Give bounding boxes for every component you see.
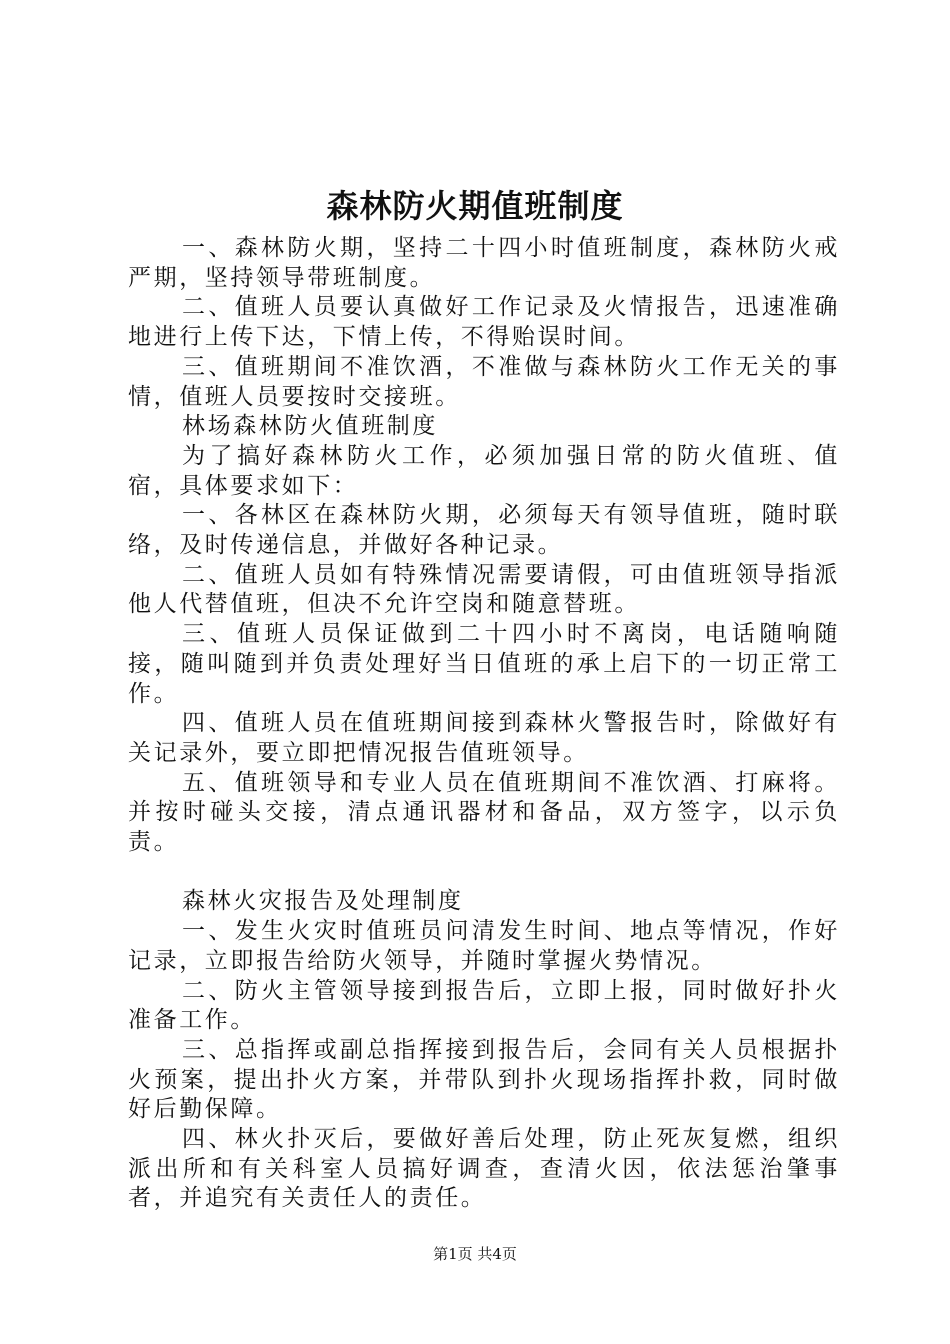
- paragraph: 三、值班人员保证做到二十四小时不离岗，电话随响随接，随叫随到并负责处理好当日值班的承上启下的一切正常工作。: [128, 621, 840, 707]
- paragraph: 二、值班人员如有特殊情况需要请假，可由值班领导指派他人代替值班，但决不允许空岗和随意替班。: [128, 561, 840, 618]
- paragraph: 一、森林防火期，坚持二十四小时值班制度，森林防火戒严期，坚持领导带班制度。: [128, 235, 840, 291]
- paragraph: 四、值班人员在值班期间接到森林火警报告时，除做好有关记录外，要立即把情况报告值班领导。: [128, 710, 840, 766]
- paragraph: 二、防火主管领导接到报告后，立即上报，同时做好扑火准备工作。: [128, 977, 840, 1034]
- document-title: 森林防火期值班制度: [326, 187, 624, 225]
- paragraph: 一、各林区在森林防火期，必须每天有领导值班，随时联络，及时传递信息，并做好各种记录。: [128, 502, 840, 559]
- section-heading: 森林火灾报告及处理制度: [182, 888, 464, 915]
- paragraph: 一、发生火灾时值班员问清发生时间、地点等情况，作好记录，立即报告给防火领导，并随时掌握火势情况。: [128, 918, 840, 974]
- paragraph: 二、值班人员要认真做好工作记录及火情报告，迅速准确地进行上传下达，下情上传，不得贻误时间。: [128, 294, 840, 351]
- paragraph: 为了搞好森林防火工作，必须加强日常的防火值班、值宿，具体要求如下：: [128, 442, 840, 499]
- section-heading: 林场森林防火值班制度: [182, 413, 438, 440]
- document-body: [128, 234, 840, 1214]
- paragraph: 三、值班期间不准饮酒，不准做与森林防火工作无关的事情，值班人员要按时交接班。: [128, 353, 840, 410]
- paragraph: 三、总指挥或副总指挥接到报告后，会同有关人员根据扑火预案，提出扑火方案，并带队到扑火现场指挥扑救，同时做好后勤保障。: [128, 1036, 840, 1123]
- paragraph: 五、值班领导和专业人员在值班期间不准饮酒、打麻将。并按时碰头交接，清点通讯器材和备品，双方签字，以示负责。: [128, 769, 840, 856]
- blank-line: [128, 858, 840, 888]
- paragraph: 四、林火扑灭后，要做好善后处理，防止死灰复燃，组织派出所和有关科室人员搞好调查，查清火因，依法惩治肇事者，并追究有关责任人的责任。: [128, 1126, 840, 1212]
- page-footer: 第1页 共4页: [433, 1245, 517, 1263]
